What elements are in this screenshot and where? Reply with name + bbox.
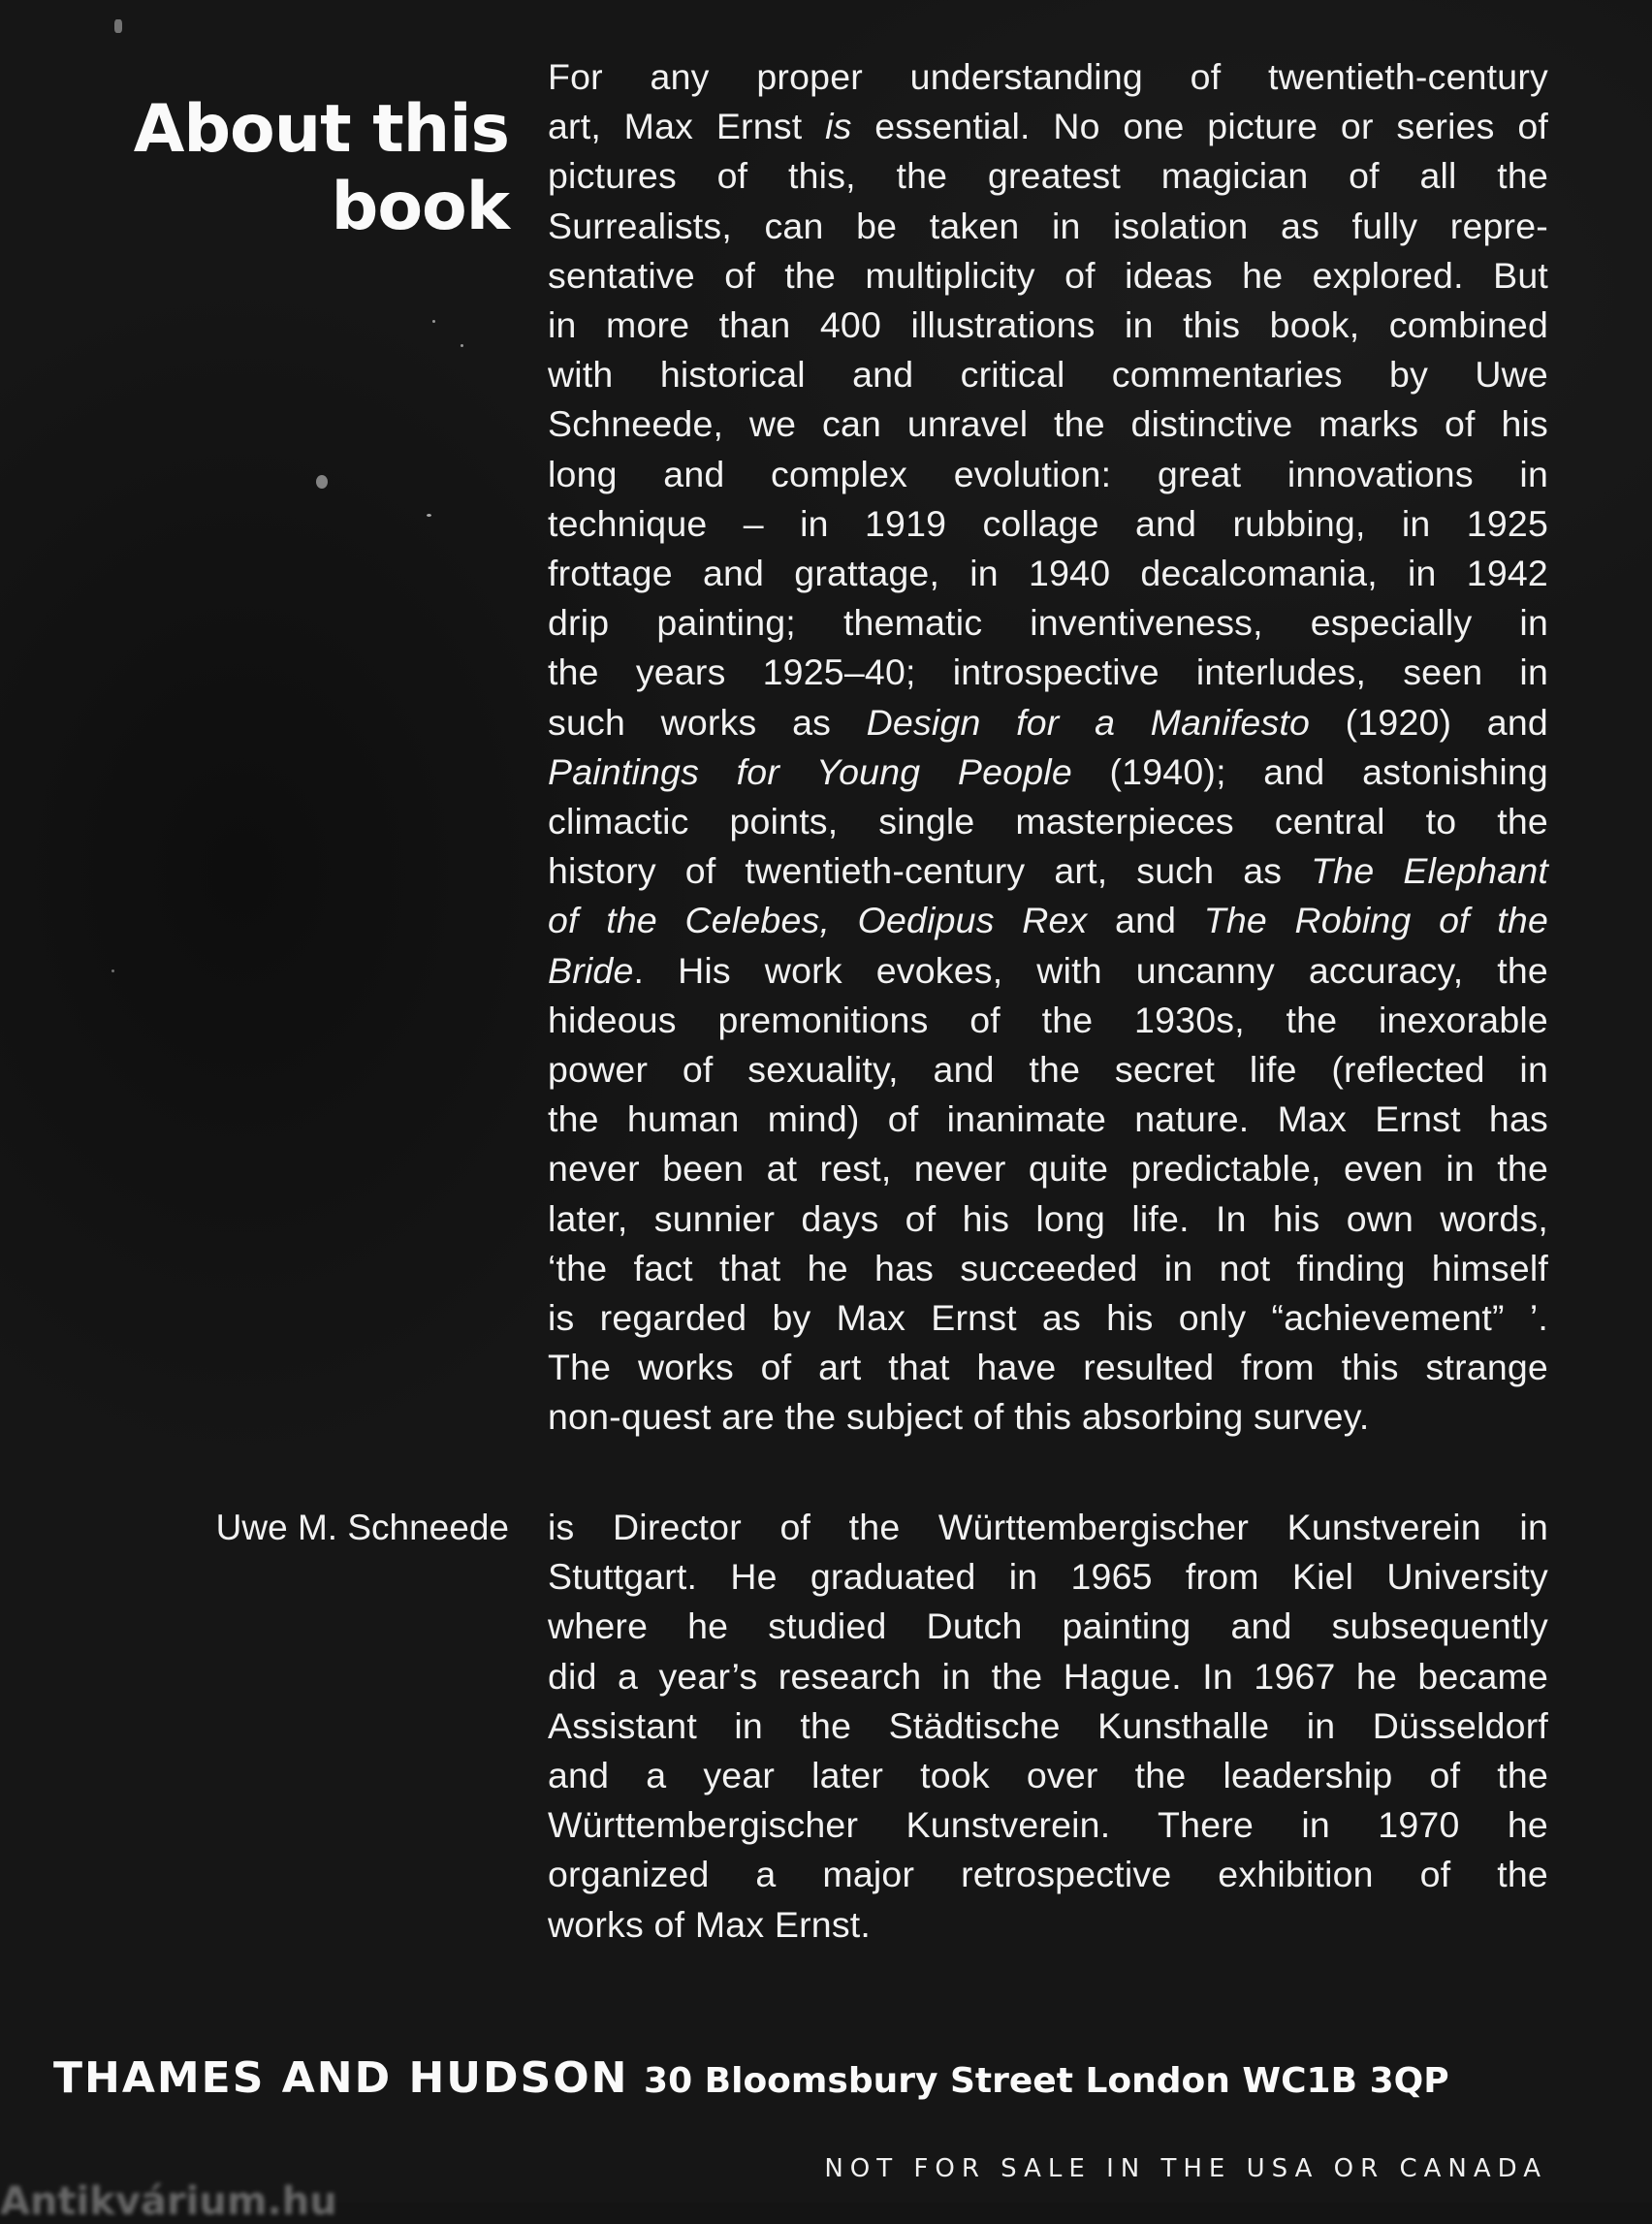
italic-title: Design for a Manifesto <box>866 701 1311 743</box>
text-segment: . His work evokes, with uncanny accuracy, the <box>633 949 1548 991</box>
italic-title: The Elephant <box>1311 850 1548 892</box>
italic-title: of the Celebes, Oedipus Rex <box>548 900 1088 941</box>
text-line: is Director of the Württembergischer Kunstverein in <box>548 1507 1548 1547</box>
text-segment: and <box>1087 900 1204 941</box>
italic-title: Bride <box>548 949 634 991</box>
text-line <box>548 896 1548 945</box>
text-line: pictures of this, the greatest magician of all the <box>548 155 1548 197</box>
heading-line-2: book <box>331 168 509 245</box>
text-line: never been at rest, never quite predictable, even in the <box>548 1148 1548 1190</box>
text-line: Surrealists, can be taken in isolation as fully repre- <box>548 205 1548 246</box>
text-line <box>548 102 1548 151</box>
text-line: Assistant in the Städtische Kunsthalle in Düsseldorf <box>548 1704 1548 1746</box>
text-line: The works of art that have resulted from this strange <box>548 1347 1548 1388</box>
text-line <box>548 698 1548 747</box>
heading-line-1: About this <box>133 90 509 168</box>
text-line: where he studied Dutch painting and subsequently <box>548 1605 1548 1647</box>
text-line: technique – in 1919 collage and rubbing, in 1925 <box>548 502 1548 544</box>
text-line: and a year later took over the leadership of the <box>548 1755 1548 1796</box>
text-segment: art, Max Ernst <box>548 106 826 147</box>
page-heading <box>97 91 509 246</box>
text-line: long and complex evolution: great innovations in <box>548 453 1548 494</box>
text-line <box>548 946 1548 996</box>
text-line: Württembergischer Kunstverein. There in 1970 he <box>548 1804 1548 1846</box>
dust-speck <box>316 475 328 489</box>
text-segment: essential. No one picture or series of <box>851 106 1548 147</box>
italic-title: is <box>825 106 852 147</box>
dust-speck <box>427 514 431 517</box>
text-segment: such works as <box>548 701 867 743</box>
publisher-name: THAMES AND HUDSON <box>53 2053 629 2103</box>
text-line: the human mind) of inanimate nature. Max Ernst has <box>548 1098 1548 1140</box>
text-line: drip painting; thematic inventiveness, especially in <box>548 602 1548 644</box>
text-segment: (1940); and astonishing <box>1071 750 1548 792</box>
text-line: ‘the fact that he has succeeded in not finding himself <box>548 1247 1548 1288</box>
text-line: is regarded by Max Ernst as his only “achievement” ’. <box>548 1297 1548 1339</box>
text-line <box>548 747 1548 797</box>
text-line: the years 1925–40; introspective interludes, seen in <box>548 651 1548 693</box>
text-line: frottage and grattage, in 1940 decalcomania, in 1942 <box>548 553 1548 594</box>
publisher-line <box>53 2053 1546 2103</box>
italic-title: The Robing of the <box>1203 900 1549 941</box>
text-line: climactic points, single masterpieces central to the <box>548 801 1548 842</box>
dust-speck <box>114 19 122 33</box>
text-line: organized a major retrospective exhibition of the <box>548 1854 1548 1895</box>
publisher-address: 30 Bloomsbury Street London WC1B 3QP <box>644 2061 1449 2101</box>
text-line: did a year’s research in the Hague. In 1967 he became <box>548 1655 1548 1697</box>
text-line: hideous premonitions of the 1930s, the inexorable <box>548 999 1548 1040</box>
text-line: in more than 400 illustrations in this book, combined <box>548 304 1548 346</box>
text-line: Schneede, we can unravel the distinctive marks of his <box>548 403 1548 445</box>
book-description <box>548 52 1548 1443</box>
text-segment: history of twentieth-century art, such as <box>548 850 1312 892</box>
sale-notice: NOT FOR SALE IN THE USA OR CANADA <box>824 2154 1547 2183</box>
author-name: Uwe M. Schneede <box>215 1508 509 1547</box>
dust-speck <box>111 969 114 972</box>
text-line: works of Max Ernst. <box>548 1903 872 1945</box>
text-line: with historical and critical commentaries by Uwe <box>548 354 1548 396</box>
author-bio <box>548 1503 1548 1950</box>
text-segment: (1920) and <box>1310 701 1548 743</box>
text-line: For any proper understanding of twentieth-century <box>548 56 1548 97</box>
text-line: Stuttgart. He graduated in 1965 from Kiel University <box>548 1556 1548 1598</box>
text-line <box>548 846 1548 896</box>
text-line: power of sexuality, and the secret life (reflected in <box>548 1049 1548 1091</box>
dust-speck <box>432 320 435 323</box>
text-line: non-quest are the subject of this absorbing survey. <box>548 1396 1370 1438</box>
text-line: sentative of the multiplicity of ideas he explored. But <box>548 254 1548 296</box>
text-line: later, sunnier days of his long life. In his own words, <box>548 1197 1548 1239</box>
watermark: Antikvárium.hu <box>0 2179 337 2224</box>
italic-title: Paintings for Young People <box>548 750 1072 792</box>
dust-speck <box>461 344 463 347</box>
